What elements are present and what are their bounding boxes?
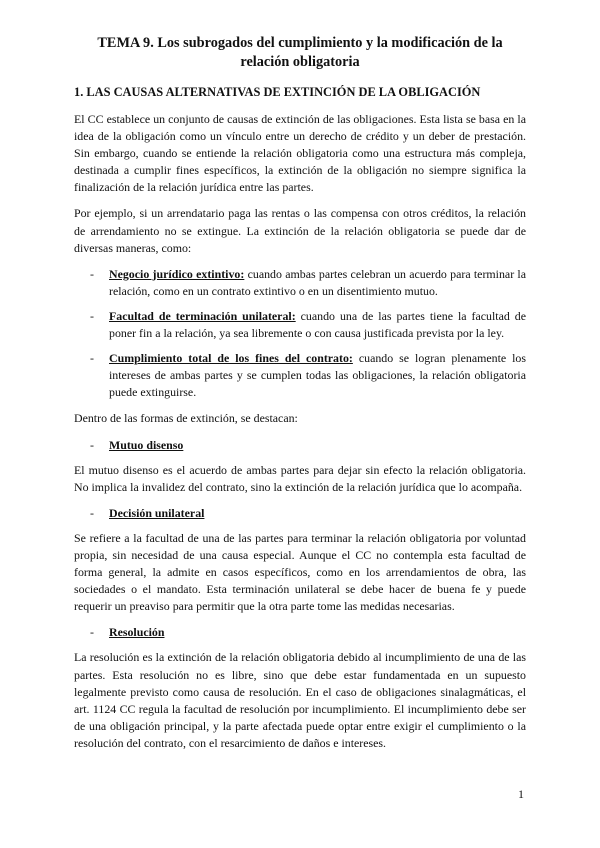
paragraph-resolucion: La resolución es la extinción de la relación obligatoria debido al incumplimiento de una de las partes. Esta resolución no es libre, sino que debe estar fundamentada en un supuesto legalmente previsto como causa de resolución. En el caso de obligaciones sinalagmáticas, el art. 1124 CC regula la facultad de resolución por incumplimiento. El incumplimiento debe ser de una obligación principal, y la parte afectada puede optar entre exigir el cumplimiento o la resolución del contrato, con el resarcimiento de daños e intereses. (74, 650, 526, 750)
dash-bullet: - (90, 625, 94, 640)
list-item (74, 266, 526, 300)
subheading-label: Decisión unilateral (109, 505, 205, 520)
paragraph-lead-in: Dentro de las formas de extinción, se destacan: (74, 411, 298, 426)
dash-bullet: - (90, 437, 94, 452)
list-item-text: cuando una de las partes tiene la facultad de poner fin a la relación, ya sea libremente o con causa justificada prevista por la ley. (109, 308, 526, 341)
paragraph-intro: El CC establece un conjunto de causas de extinción de las obligaciones. Esta lista se basa en la idea de la obligación como un vínculo entre un derecho de crédito y un deber de prestación. Sin embargo, cuando se entiende la relación obligatoria como una estructura más compleja, destinada a cumplir fines específicos, la extinción de la obligación no siempre significa la finalización de la relación jurídica entre las partes. (74, 112, 526, 195)
list-item-term: Negocio jurídico extintivo: (109, 266, 245, 281)
list-item-term: Facultad de terminación unilateral: (109, 308, 296, 323)
dash-bullet: - (90, 505, 94, 520)
dash-bullet: - (90, 308, 94, 323)
subheading-label: Mutuo disenso (109, 437, 184, 452)
list-item (74, 350, 526, 401)
subheading-resolucion (74, 624, 526, 641)
list-item-text: cuando ambas partes celebran un acuerdo para terminar la relación, como en un contrato extintivo o en un disentimiento mutuo. (109, 266, 527, 298)
dash-bullet: - (90, 266, 94, 281)
list-item-term: Cumplimiento total de los fines del contrato: (109, 351, 353, 366)
paragraph-example: Por ejemplo, si un arrendatario paga las rentas o las compensa con otros créditos, la relación de arrendamiento no se extingue. La extinción de la relación obligatoria se puede dar de diversas maneras, como: (74, 206, 526, 255)
page-title: TEMA 9. Los subrogados del cumplimiento y la modificación de la relación obligatoria (97, 35, 503, 70)
dash-bullet: - (90, 351, 94, 366)
list-item (74, 308, 526, 342)
extinction-list (74, 266, 526, 402)
list-item-text: cuando se logran plenamente los intereses de ambas partes y se cumplen todas las obligaciones, la relación obligatoria puede extinguirse. (109, 351, 527, 400)
subheading-decision-unilateral (74, 505, 526, 522)
section-heading: 1. LAS CAUSAS ALTERNATIVAS DE EXTINCIÓN DE LA OBLIGACIÓN (74, 85, 481, 99)
page-number: 1 (518, 787, 524, 801)
paragraph-decision-unilateral: Se refiere a la facultad de una de las partes para terminar la relación obligatoria por voluntad propia, sin necesidad de una causa especial. Aunque el CC no contempla esta facultad de forma general, la admite en casos específicos, como en los arrendamientos de obra, las sociedades o el mandato. Esta terminación unilateral se debe hacer de buena fe y puede requerir un preaviso para permitir que la otra parte tome las medidas necesarias. (74, 530, 526, 614)
document-page (74, 34, 526, 761)
subheading-mutuo-disenso (74, 437, 526, 454)
paragraph-mutuo-disenso: El mutuo disenso es el acuerdo de ambas partes para dejar sin efecto la relación obligatoria. No implica la invalidez del contrato, sino la extinción de la relación jurídica que lo acompaña. (74, 462, 526, 494)
subheading-label: Resolución (109, 625, 165, 640)
